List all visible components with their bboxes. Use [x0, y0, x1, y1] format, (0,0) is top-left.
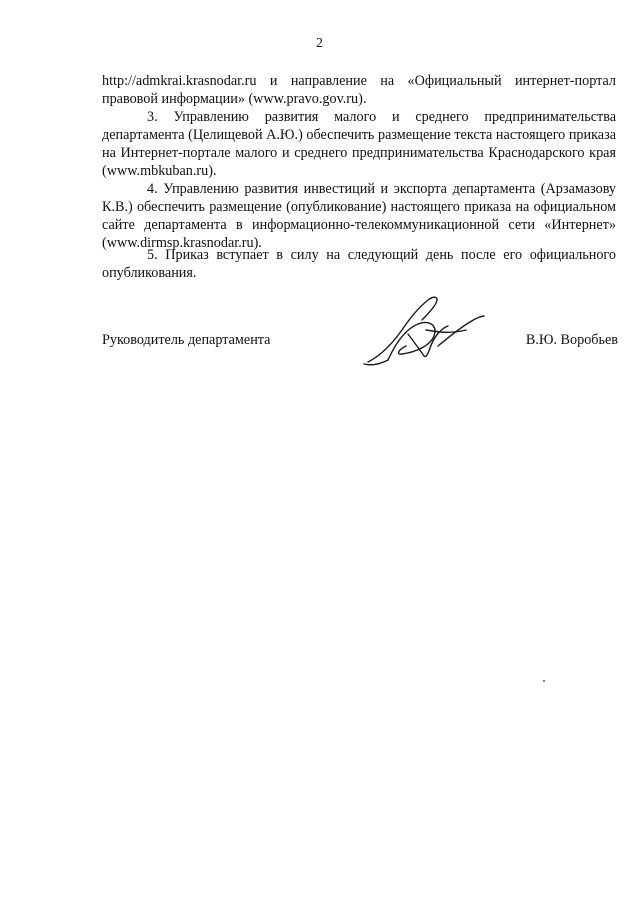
paragraph-1 [102, 72, 616, 108]
signatory-name: В.Ю. Воробьев [525, 332, 618, 348]
paragraph-3-text: 4. Управлению развития инвестиций и экспорта департамента (Арзамазову К.В.) обеспечить размещение (опубликование) настоящего приказа на официальном сайте департамента в информационно-телекоммуникационной сети «Интернет» (www.dirmsp.krasnodar.ru). [102, 181, 616, 251]
paragraph-2 [102, 108, 616, 180]
paragraph-3 [102, 180, 616, 252]
paragraph-4 [102, 246, 616, 282]
handwritten-signature [358, 290, 488, 372]
signature-stroke-5 [426, 330, 466, 332]
scan-speck [543, 680, 545, 682]
paragraph-1-text: http://admkrai.krasnodar.ru и направление на «Официальный интернет-портал правовой информации» (www.pravo.gov.ru). [102, 73, 616, 107]
signatory-title: Руководитель департамента [102, 332, 271, 348]
paragraph-2-text: 3. Управлению развития малого и среднего предпринимательства департамента (Целищевой А.Ю.) обеспечить размещение текста настоящего приказа на Интернет-портале малого и среднего предпринимательства Краснодарского края (www.mbkuban.ru). [102, 109, 616, 179]
paragraph-4-text: 5. Приказ вступает в силу на следующий день после его официального опубликования. [102, 247, 616, 281]
page-number: 2 [316, 36, 323, 51]
